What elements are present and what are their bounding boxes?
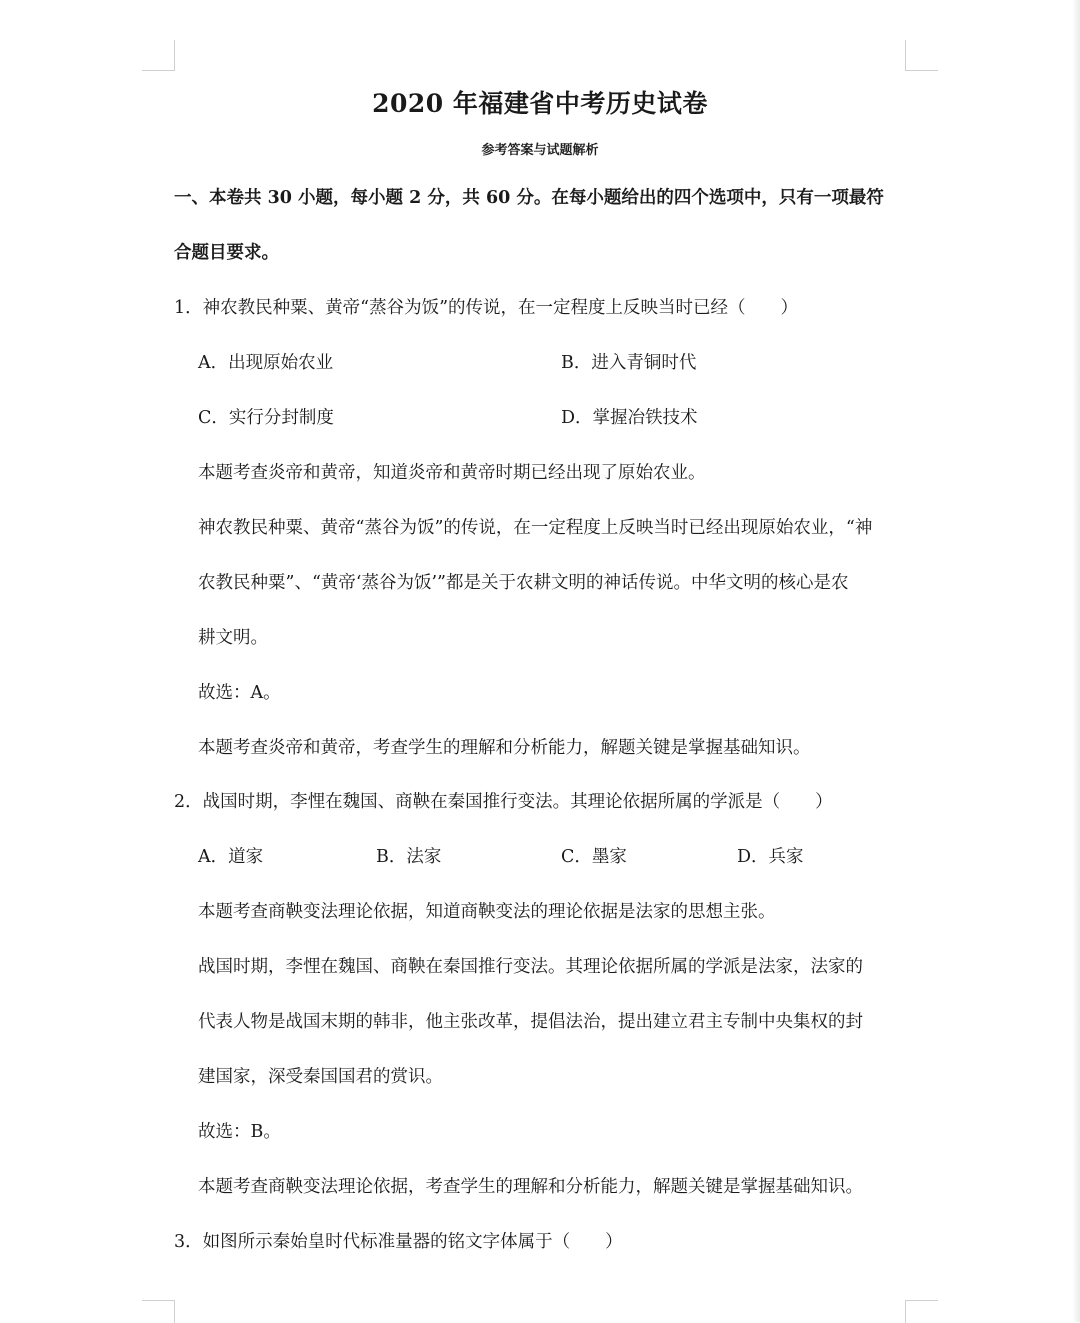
crop-mark-bottom-right	[905, 1300, 938, 1323]
page-title: 2020 年福建省中考历史试卷	[372, 89, 708, 118]
question-2-explanation-line-2: 代表人物是战国末期的韩非，他主张改革，提倡法治，提出建立君主专制中央集权的封	[198, 1012, 863, 1032]
section-instruction-line-2: 合题目要求。	[174, 243, 279, 263]
crop-mark-bottom-left	[142, 1300, 175, 1323]
question-2-answer: 故选：B。	[198, 1122, 281, 1142]
question-2-option-c: C．墨家	[561, 847, 627, 867]
question-1-analysis: 本题考查炎帝和黄帝，知道炎帝和黄帝时期已经出现了原始农业。	[198, 463, 706, 483]
section-instruction-line-1: 一、本卷共 30 小题，每小题 2 分，共 60 分。在每小题给出的四个选项中，只有一项最符	[174, 188, 884, 208]
question-1-option-a: A．出现原始农业	[198, 353, 334, 373]
question-1-stem: 1．神农教民种粟、黄帝“蒸谷为饭”的传说，在一定程度上反映当时已经（ ）	[174, 298, 799, 318]
crop-mark-top-right	[905, 40, 938, 71]
question-1-answer: 故选：A。	[198, 683, 281, 703]
question-1-comment: 本题考查炎帝和黄帝，考查学生的理解和分析能力，解题关键是掌握基础知识。	[198, 738, 811, 758]
crop-mark-top-left	[142, 40, 175, 71]
question-1-option-d: D．掌握冶铁技术	[561, 408, 698, 428]
question-2-stem: 2．战国时期，李悝在魏国、商鞅在秦国推行变法。其理论依据所属的学派是（ ）	[174, 792, 833, 812]
question-1-explanation-line-1: 神农教民种粟、黄帝“蒸谷为饭”的传说，在一定程度上反映当时已经出现原始农业，“神	[198, 518, 873, 538]
question-2-explanation-line-1: 战国时期，李悝在魏国、商鞅在秦国推行变法。其理论依据所属的学派是法家，法家的	[198, 957, 863, 977]
question-3-stem: 3．如图所示秦始皇时代标准量器的铭文字体属于（ ）	[174, 1232, 623, 1252]
page-edge-shadow	[1072, 0, 1080, 1322]
question-1-explanation-line-2: 农教民种粟”、“黄帝‘蒸谷为饭’”都是关于农耕文明的神话传说。中华文明的核心是农	[198, 573, 849, 593]
question-1-option-b: B．进入青铜时代	[561, 353, 697, 373]
question-2-option-a: A．道家	[198, 847, 264, 867]
question-2-explanation-line-3: 建国家，深受秦国国君的赏识。	[198, 1067, 443, 1087]
question-1-explanation-line-3: 耕文明。	[198, 628, 268, 648]
question-2-option-b: B．法家	[376, 847, 442, 867]
question-2-analysis: 本题考查商鞅变法理论依据，知道商鞅变法的理论依据是法家的思想主张。	[198, 902, 776, 922]
page-subtitle: 参考答案与试题解析	[481, 143, 599, 158]
question-2-comment: 本题考查商鞅变法理论依据，考查学生的理解和分析能力，解题关键是掌握基础知识。	[198, 1177, 863, 1197]
question-2-option-d: D．兵家	[737, 847, 804, 867]
question-1-option-c: C．实行分封制度	[198, 408, 334, 428]
